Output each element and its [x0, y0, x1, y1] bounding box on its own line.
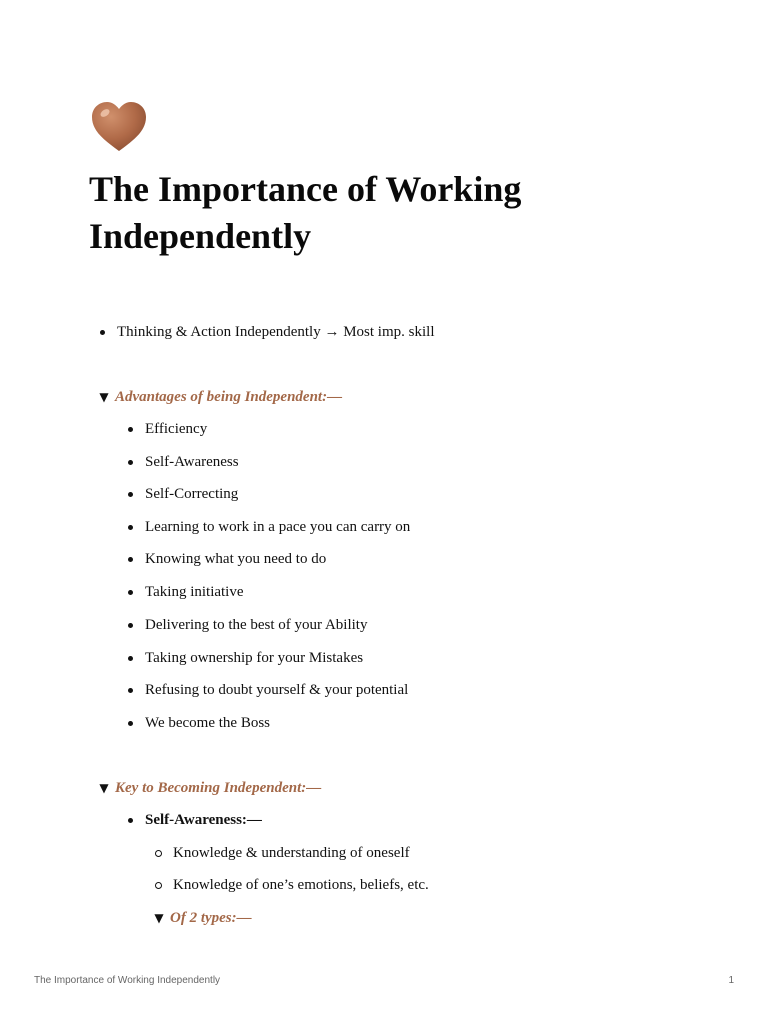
bullet-dot — [128, 460, 133, 465]
triangle-down-icon[interactable]: ▼ — [154, 911, 164, 925]
list-item — [155, 875, 429, 895]
toggle-advantages[interactable] — [98, 387, 342, 407]
bullet-dot — [128, 623, 133, 628]
footer-title: The Importance of Working Independently — [34, 975, 221, 986]
toggle-key[interactable] — [98, 778, 321, 798]
list-item — [128, 517, 410, 537]
list-item — [155, 843, 410, 863]
list-item-text: Efficiency — [145, 421, 208, 437]
list-item-text: Taking initiative — [145, 584, 244, 600]
brown-heart-icon — [90, 100, 148, 154]
toggle-heading: Of 2 types:— — [170, 909, 252, 926]
list-item-text: Thinking & Action Independently → Most imp. skill — [117, 324, 435, 340]
list-item — [128, 810, 262, 830]
list-item — [128, 713, 270, 733]
bullet-dot — [128, 590, 133, 595]
list-item-text: We become the Boss — [145, 715, 271, 731]
toggle-types[interactable] — [153, 908, 252, 928]
list-item-text: Knowing what you need to do — [145, 551, 327, 567]
bullet-dot — [128, 492, 133, 497]
list-item — [128, 419, 207, 439]
list-item-text: Knowledge of one’s emotions, beliefs, etc. — [173, 877, 429, 893]
list-item-text: Learning to work in a pace you can carry on — [145, 519, 411, 535]
list-item-text: Taking ownership for your Mistakes — [145, 650, 364, 666]
bullet-dot — [128, 721, 133, 726]
bullet-dot — [128, 688, 133, 693]
list-item-text: Self-Correcting — [145, 486, 239, 502]
bullet-dot — [128, 427, 133, 432]
toggle-heading: Advantages of being Independent:— — [115, 388, 343, 405]
list-item — [128, 582, 244, 602]
list-item — [128, 484, 238, 504]
bullet-ring — [155, 882, 162, 889]
list-item — [128, 452, 239, 472]
toggle-heading: Key to Becoming Independent:— — [115, 779, 322, 796]
bullet-dot — [128, 656, 133, 661]
list-item — [128, 648, 363, 668]
triangle-down-icon[interactable]: ▼ — [99, 390, 109, 404]
page-number: 1 — [728, 975, 734, 986]
bullet-dot — [128, 525, 133, 530]
bullet-ring — [155, 850, 162, 857]
list-item-text: Self-Awareness:— — [145, 812, 262, 828]
triangle-down-icon[interactable]: ▼ — [99, 781, 109, 795]
list-item — [128, 680, 408, 700]
bullet-dot — [128, 818, 133, 823]
page-title: The Importance of Working Independently — [89, 169, 522, 256]
list-item-text: Knowledge & understanding of oneself — [173, 845, 410, 861]
bullet-dot — [100, 330, 105, 335]
list-item — [100, 322, 434, 342]
list-item-text: Refusing to doubt yourself & your potential — [145, 682, 409, 698]
list-item-text: Delivering to the best of your Ability — [145, 617, 368, 633]
list-item-text: Self-Awareness — [145, 454, 239, 470]
bullet-dot — [128, 557, 133, 562]
list-item — [128, 615, 367, 635]
list-item — [128, 549, 326, 569]
